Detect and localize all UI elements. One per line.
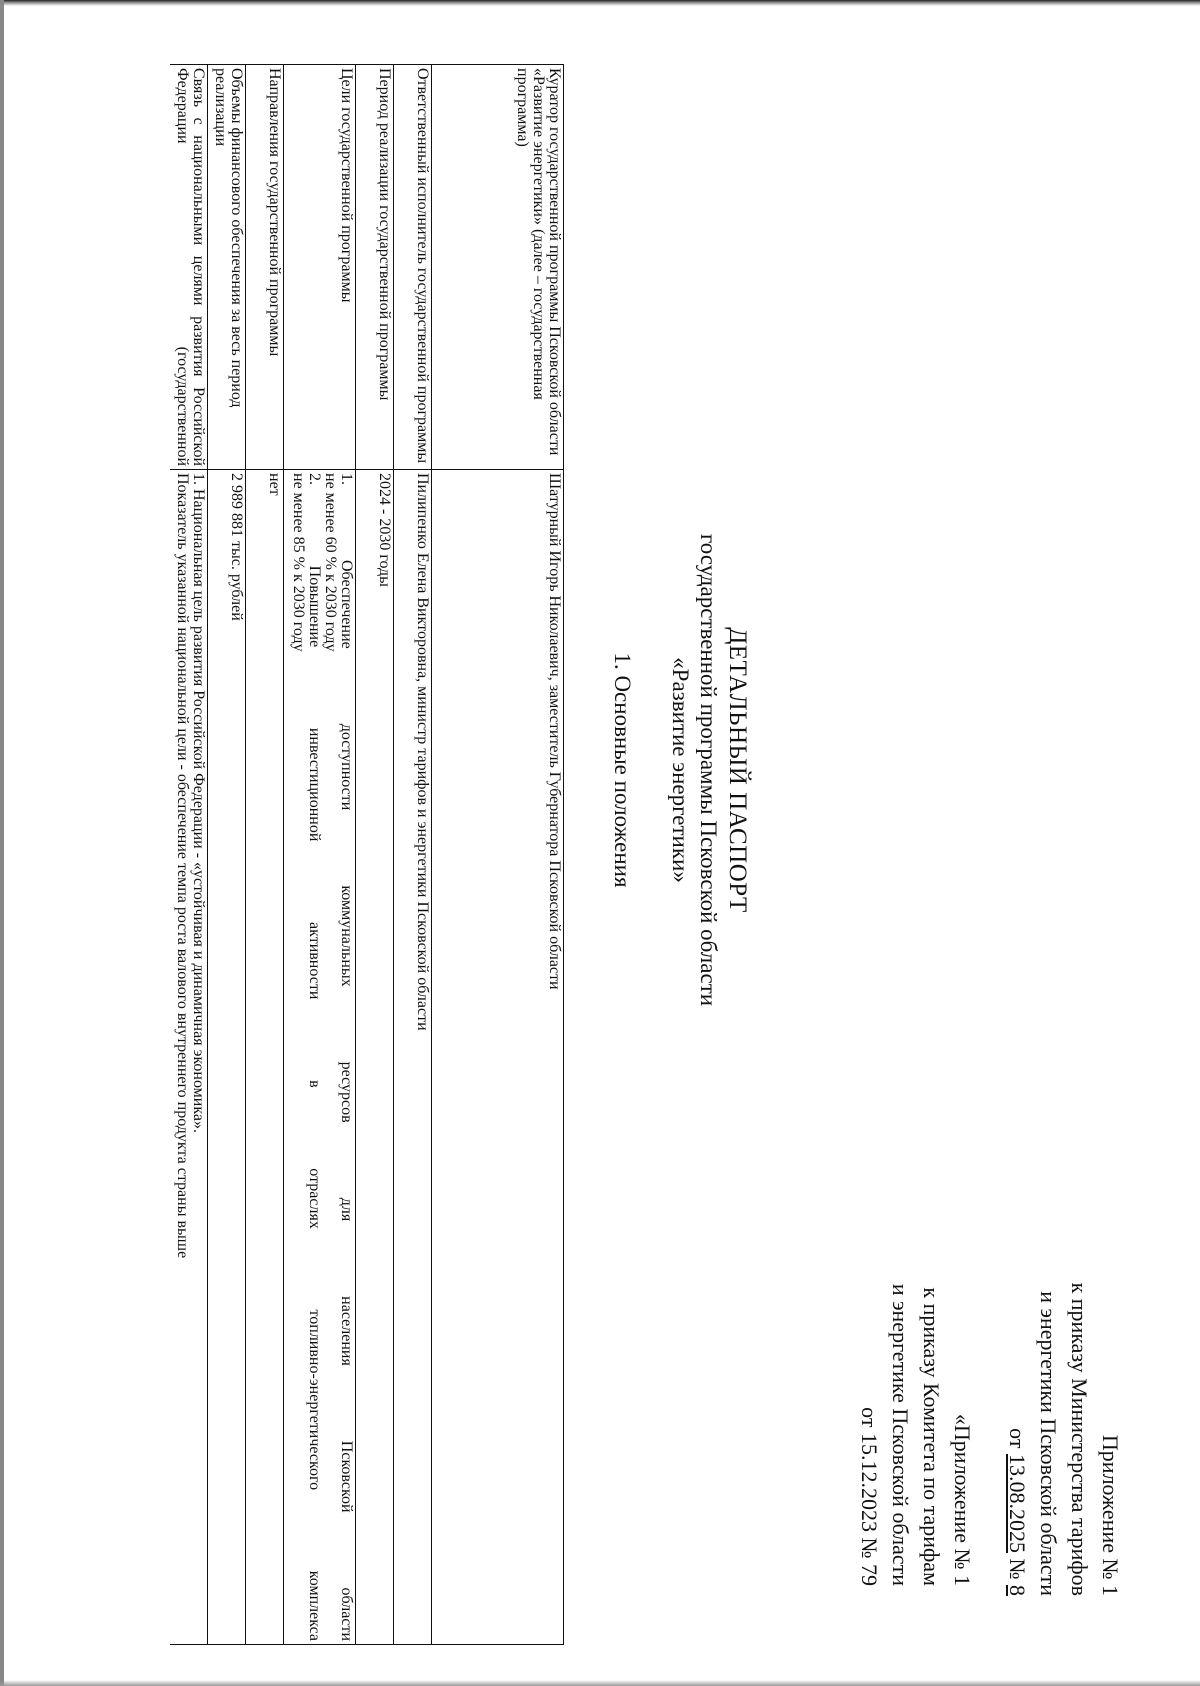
- row-label: Период реализации государственной программы: [356, 65, 394, 470]
- row-label: Связь с национальными целями развития Российской Федерации (государственной: [170, 65, 208, 470]
- goal-1-target: не менее 60 % к 2030 году: [322, 473, 339, 652]
- document-subtitle: государственной программы Псковской области: [696, 533, 721, 1007]
- approval-date-line: [1002, 1236, 1033, 1596]
- row-value: Пилипенко Елена Викторовна, министр тарифов и энергетики Псковской области: [394, 470, 432, 1645]
- row-label: Ответственный исполнитель государственной программы: [394, 65, 432, 470]
- document-title-block: [666, 360, 752, 1180]
- prev-approval-title: «Приложение № 1: [950, 1413, 975, 1586]
- prev-approval-date-number: от 15.12.2023 № 79: [857, 1407, 882, 1586]
- goal-1: [322, 473, 354, 1641]
- goal-1-text: 1. Обеспечение доступности коммунальных ресурсов для населения Псковской области: [338, 473, 355, 1641]
- approval-block-current: [1002, 1236, 1126, 1596]
- approval-ministry: и энергетики Псковской области: [1036, 1291, 1061, 1596]
- table-row: [208, 65, 246, 1645]
- table-row: [356, 65, 394, 1645]
- approval-title: Приложение № 1: [1098, 1434, 1123, 1596]
- prev-approval-order-ref: к приказу Комитета по тарифам: [919, 1287, 944, 1586]
- national-goal-indicator: Показатель указанной национальной цели - обеспечение темпа роста валового внутреннего продукта страны выше: [174, 473, 191, 1259]
- row-value: 2024 - 2030 годы: [356, 470, 394, 1645]
- table-row: [170, 65, 208, 1645]
- goal-2: [290, 473, 322, 1641]
- table-row: [394, 65, 432, 1645]
- program-name: «Развитие энергетики»: [668, 657, 693, 883]
- goal-2-text: 2. Повышение инвестиционной активности в отраслях топливно-энергетического комплекса: [306, 473, 323, 1641]
- passport-table: [170, 64, 564, 1645]
- row-value: [170, 470, 208, 1645]
- document-title: ДЕТАЛЬНЫЙ ПАСПОРТ: [724, 627, 751, 913]
- approval-number-prefix: №: [1005, 1558, 1030, 1580]
- row-value: [284, 470, 356, 1645]
- section-title: 1. Основные положения: [610, 652, 635, 888]
- table-row: [432, 65, 564, 1645]
- prev-approval-committee: и энергетике Псковской области: [888, 1283, 913, 1586]
- table-row: [246, 65, 284, 1645]
- row-label: Объемы финансового обеспечения за весь период реализации: [208, 65, 246, 470]
- row-label: Направления государственной программы: [246, 65, 284, 470]
- row-value: 2 989 881 тыс. рублей: [208, 470, 246, 1645]
- national-goal-line: 1. Национальная цель развития Российской Федерации - «устойчивая и динамичная экономика».: [190, 473, 207, 1133]
- goal-2-target: не менее 85 % к 2030 году: [290, 473, 307, 652]
- approval-order-ref: к приказу Министерства тарифов: [1067, 1282, 1092, 1596]
- row-value: нет: [246, 470, 284, 1645]
- approval-block-previous: [854, 1226, 978, 1586]
- approval-number: 8: [1005, 1585, 1030, 1596]
- row-label: Цели государственной программы: [284, 65, 356, 470]
- table-row: [284, 65, 356, 1645]
- row-label: Куратор государственной программы Псковской области «Развитие энергетики» (далее – государственная программа): [432, 65, 564, 470]
- row-value: Шатурный Игорь Николаевич, заместитель Губернатора Псковской области: [432, 470, 564, 1645]
- approval-date-prefix: от: [1005, 1428, 1030, 1449]
- approval-date: 13.08.2025: [1005, 1454, 1030, 1553]
